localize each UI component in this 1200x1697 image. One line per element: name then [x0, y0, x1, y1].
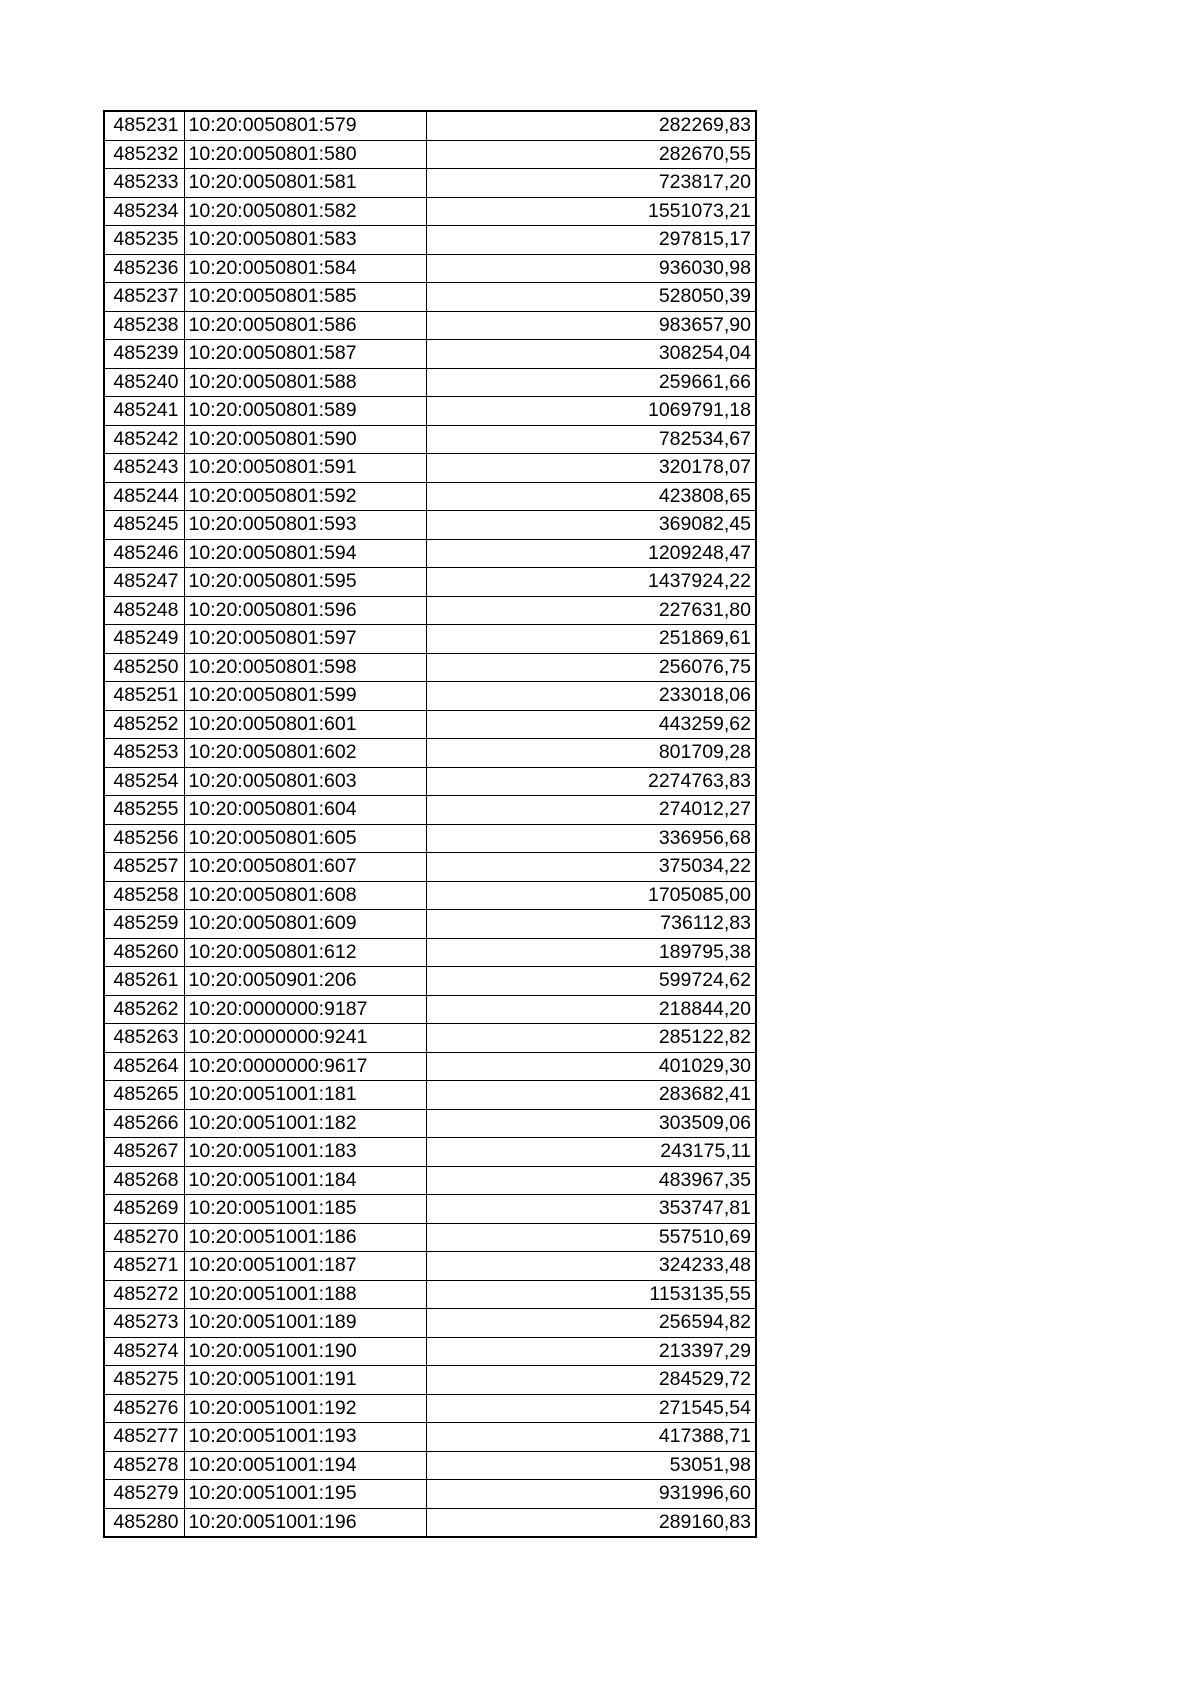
table-row — [104, 1109, 756, 1138]
value-cell: 189795,38 — [426, 938, 756, 967]
value-cell: 1705085,00 — [426, 881, 756, 910]
cadastral-number-cell: 10:20:0051001:183 — [184, 1138, 426, 1167]
row-id-cell: 485280 — [104, 1508, 184, 1537]
row-id-cell: 485243 — [104, 454, 184, 483]
value-cell: 723817,20 — [426, 169, 756, 198]
row-id-cell: 485278 — [104, 1451, 184, 1480]
data-table — [103, 110, 757, 1538]
value-cell: 303509,06 — [426, 1109, 756, 1138]
table-row — [104, 226, 756, 255]
table-row — [104, 1195, 756, 1224]
table-row — [104, 653, 756, 682]
row-id-cell: 485234 — [104, 197, 184, 226]
row-id-cell: 485247 — [104, 568, 184, 597]
cadastral-number-cell: 10:20:0050801:609 — [184, 910, 426, 939]
row-id-cell: 485269 — [104, 1195, 184, 1224]
table-row — [104, 311, 756, 340]
table-row — [104, 853, 756, 882]
row-id-cell: 485273 — [104, 1309, 184, 1338]
value-cell: 1209248,47 — [426, 539, 756, 568]
value-cell: 782534,67 — [426, 425, 756, 454]
cadastral-number-cell: 10:20:0050801:589 — [184, 397, 426, 426]
cadastral-number-cell: 10:20:0050801:586 — [184, 311, 426, 340]
table-row — [104, 625, 756, 654]
value-cell: 443259,62 — [426, 710, 756, 739]
value-cell: 53051,98 — [426, 1451, 756, 1480]
table-row — [104, 197, 756, 226]
value-cell: 320178,07 — [426, 454, 756, 483]
table-row — [104, 938, 756, 967]
table-row — [104, 995, 756, 1024]
value-cell: 483967,35 — [426, 1166, 756, 1195]
value-cell: 308254,04 — [426, 340, 756, 369]
value-cell: 256594,82 — [426, 1309, 756, 1338]
cadastral-number-cell: 10:20:0050801:580 — [184, 140, 426, 169]
table-row — [104, 1081, 756, 1110]
value-cell: 1153135,55 — [426, 1280, 756, 1309]
table-row — [104, 340, 756, 369]
cadastral-number-cell: 10:20:0050801:595 — [184, 568, 426, 597]
value-cell: 423808,65 — [426, 482, 756, 511]
cadastral-number-cell: 10:20:0050801:601 — [184, 710, 426, 739]
row-id-cell: 485270 — [104, 1223, 184, 1252]
cadastral-number-cell: 10:20:0051001:190 — [184, 1337, 426, 1366]
value-cell: 324233,48 — [426, 1252, 756, 1281]
row-id-cell: 485268 — [104, 1166, 184, 1195]
value-cell: 417388,71 — [426, 1423, 756, 1452]
row-id-cell: 485233 — [104, 169, 184, 198]
cadastral-number-cell: 10:20:0051001:182 — [184, 1109, 426, 1138]
value-cell: 285122,82 — [426, 1024, 756, 1053]
row-id-cell: 485252 — [104, 710, 184, 739]
row-id-cell: 485276 — [104, 1394, 184, 1423]
cadastral-number-cell: 10:20:0050801:607 — [184, 853, 426, 882]
row-id-cell: 485274 — [104, 1337, 184, 1366]
cadastral-number-cell: 10:20:0050801:596 — [184, 596, 426, 625]
row-id-cell: 485236 — [104, 254, 184, 283]
table-row — [104, 1309, 756, 1338]
cadastral-number-cell: 10:20:0050801:591 — [184, 454, 426, 483]
table-row — [104, 1024, 756, 1053]
row-id-cell: 485232 — [104, 140, 184, 169]
cadastral-number-cell: 10:20:0051001:184 — [184, 1166, 426, 1195]
cadastral-number-cell: 10:20:0051001:192 — [184, 1394, 426, 1423]
row-id-cell: 485272 — [104, 1280, 184, 1309]
table-row — [104, 1052, 756, 1081]
value-cell: 256076,75 — [426, 653, 756, 682]
cadastral-number-cell: 10:20:0051001:189 — [184, 1309, 426, 1338]
value-cell: 736112,83 — [426, 910, 756, 939]
row-id-cell: 485279 — [104, 1480, 184, 1509]
value-cell: 336956,68 — [426, 824, 756, 853]
value-cell: 936030,98 — [426, 254, 756, 283]
value-cell: 2274763,83 — [426, 767, 756, 796]
row-id-cell: 485264 — [104, 1052, 184, 1081]
cadastral-number-cell: 10:20:0050801:608 — [184, 881, 426, 910]
value-cell: 1551073,21 — [426, 197, 756, 226]
table-row — [104, 140, 756, 169]
cadastral-number-cell: 10:20:0051001:181 — [184, 1081, 426, 1110]
cadastral-number-cell: 10:20:0050801:582 — [184, 197, 426, 226]
value-cell: 251869,61 — [426, 625, 756, 654]
table-row — [104, 539, 756, 568]
row-id-cell: 485261 — [104, 967, 184, 996]
row-id-cell: 485242 — [104, 425, 184, 454]
table-row — [104, 1280, 756, 1309]
value-cell: 599724,62 — [426, 967, 756, 996]
value-cell: 218844,20 — [426, 995, 756, 1024]
table-row — [104, 482, 756, 511]
cadastral-number-cell: 10:20:0050801:602 — [184, 739, 426, 768]
table-row — [104, 254, 756, 283]
cadastral-number-cell: 10:20:0050801:597 — [184, 625, 426, 654]
row-id-cell: 485255 — [104, 796, 184, 825]
value-cell: 282670,55 — [426, 140, 756, 169]
value-cell: 284529,72 — [426, 1366, 756, 1395]
cadastral-number-cell: 10:20:0051001:196 — [184, 1508, 426, 1537]
table-row — [104, 1337, 756, 1366]
cadastral-number-cell: 10:20:0050801:584 — [184, 254, 426, 283]
table-row — [104, 1480, 756, 1509]
value-cell: 983657,90 — [426, 311, 756, 340]
row-id-cell: 485231 — [104, 111, 184, 140]
row-id-cell: 485245 — [104, 511, 184, 540]
cadastral-number-cell: 10:20:0050801:593 — [184, 511, 426, 540]
value-cell: 1437924,22 — [426, 568, 756, 597]
row-id-cell: 485277 — [104, 1423, 184, 1452]
cadastral-number-cell: 10:20:0051001:187 — [184, 1252, 426, 1281]
value-cell: 233018,06 — [426, 682, 756, 711]
cadastral-number-cell: 10:20:0050801:604 — [184, 796, 426, 825]
row-id-cell: 485262 — [104, 995, 184, 1024]
row-id-cell: 485251 — [104, 682, 184, 711]
cadastral-number-cell: 10:20:0051001:191 — [184, 1366, 426, 1395]
table-row — [104, 1166, 756, 1195]
row-id-cell: 485260 — [104, 938, 184, 967]
value-cell: 375034,22 — [426, 853, 756, 882]
value-cell: 283682,41 — [426, 1081, 756, 1110]
row-id-cell: 485240 — [104, 368, 184, 397]
row-id-cell: 485254 — [104, 767, 184, 796]
table-row — [104, 910, 756, 939]
cadastral-number-cell: 10:20:0050801:605 — [184, 824, 426, 853]
cadastral-number-cell: 10:20:0051001:195 — [184, 1480, 426, 1509]
cadastral-number-cell: 10:20:0050801:594 — [184, 539, 426, 568]
table-row — [104, 111, 756, 140]
table-row — [104, 767, 756, 796]
table-row — [104, 1394, 756, 1423]
table-row — [104, 1508, 756, 1537]
table-row — [104, 824, 756, 853]
table-row — [104, 967, 756, 996]
cadastral-number-cell: 10:20:0000000:9187 — [184, 995, 426, 1024]
value-cell: 271545,54 — [426, 1394, 756, 1423]
table-row — [104, 368, 756, 397]
table-row — [104, 397, 756, 426]
cadastral-number-cell: 10:20:0050801:579 — [184, 111, 426, 140]
row-id-cell: 485259 — [104, 910, 184, 939]
table-row — [104, 1366, 756, 1395]
cadastral-number-cell: 10:20:0000000:9617 — [184, 1052, 426, 1081]
value-cell: 289160,83 — [426, 1508, 756, 1537]
value-cell: 282269,83 — [426, 111, 756, 140]
cadastral-number-cell: 10:20:0051001:194 — [184, 1451, 426, 1480]
table-row — [104, 425, 756, 454]
cadastral-number-cell: 10:20:0050801:583 — [184, 226, 426, 255]
cadastral-number-cell: 10:20:0050901:206 — [184, 967, 426, 996]
cadastral-number-cell: 10:20:0051001:193 — [184, 1423, 426, 1452]
row-id-cell: 485239 — [104, 340, 184, 369]
cadastral-number-cell: 10:20:0051001:186 — [184, 1223, 426, 1252]
table-row — [104, 568, 756, 597]
value-cell: 213397,29 — [426, 1337, 756, 1366]
cadastral-number-cell: 10:20:0000000:9241 — [184, 1024, 426, 1053]
row-id-cell: 485250 — [104, 653, 184, 682]
value-cell: 353747,81 — [426, 1195, 756, 1224]
table-row — [104, 1138, 756, 1167]
row-id-cell: 485256 — [104, 824, 184, 853]
table-body — [104, 111, 756, 1537]
table-row — [104, 1223, 756, 1252]
row-id-cell: 485248 — [104, 596, 184, 625]
row-id-cell: 485238 — [104, 311, 184, 340]
cadastral-number-cell: 10:20:0051001:188 — [184, 1280, 426, 1309]
row-id-cell: 485246 — [104, 539, 184, 568]
row-id-cell: 485241 — [104, 397, 184, 426]
value-cell: 259661,66 — [426, 368, 756, 397]
value-cell: 1069791,18 — [426, 397, 756, 426]
row-id-cell: 485266 — [104, 1109, 184, 1138]
value-cell: 369082,45 — [426, 511, 756, 540]
row-id-cell: 485237 — [104, 283, 184, 312]
value-cell: 801709,28 — [426, 739, 756, 768]
cadastral-number-cell: 10:20:0050801:588 — [184, 368, 426, 397]
row-id-cell: 485258 — [104, 881, 184, 910]
cadastral-number-cell: 10:20:0050801:592 — [184, 482, 426, 511]
row-id-cell: 485253 — [104, 739, 184, 768]
cadastral-number-cell: 10:20:0050801:598 — [184, 653, 426, 682]
value-cell: 227631,80 — [426, 596, 756, 625]
table-row — [104, 1252, 756, 1281]
row-id-cell: 485249 — [104, 625, 184, 654]
table-row — [104, 1423, 756, 1452]
table-row — [104, 283, 756, 312]
cadastral-number-cell: 10:20:0050801:587 — [184, 340, 426, 369]
table-row — [104, 1451, 756, 1480]
cadastral-number-cell: 10:20:0050801:590 — [184, 425, 426, 454]
row-id-cell: 485267 — [104, 1138, 184, 1167]
row-id-cell: 485275 — [104, 1366, 184, 1395]
value-cell: 243175,11 — [426, 1138, 756, 1167]
table-row — [104, 454, 756, 483]
row-id-cell: 485271 — [104, 1252, 184, 1281]
value-cell: 528050,39 — [426, 283, 756, 312]
table-row — [104, 169, 756, 198]
value-cell: 931996,60 — [426, 1480, 756, 1509]
table-row — [104, 710, 756, 739]
row-id-cell: 485244 — [104, 482, 184, 511]
row-id-cell: 485257 — [104, 853, 184, 882]
value-cell: 274012,27 — [426, 796, 756, 825]
value-cell: 401029,30 — [426, 1052, 756, 1081]
table-row — [104, 796, 756, 825]
cadastral-number-cell: 10:20:0050801:612 — [184, 938, 426, 967]
cadastral-number-cell: 10:20:0050801:603 — [184, 767, 426, 796]
table-row — [104, 881, 756, 910]
cadastral-number-cell: 10:20:0051001:185 — [184, 1195, 426, 1224]
cadastral-number-cell: 10:20:0050801:585 — [184, 283, 426, 312]
row-id-cell: 485265 — [104, 1081, 184, 1110]
value-cell: 297815,17 — [426, 226, 756, 255]
table-row — [104, 682, 756, 711]
cadastral-number-cell: 10:20:0050801:581 — [184, 169, 426, 198]
row-id-cell: 485263 — [104, 1024, 184, 1053]
table-row — [104, 739, 756, 768]
table-row — [104, 596, 756, 625]
cadastral-number-cell: 10:20:0050801:599 — [184, 682, 426, 711]
row-id-cell: 485235 — [104, 226, 184, 255]
value-cell: 557510,69 — [426, 1223, 756, 1252]
table-row — [104, 511, 756, 540]
